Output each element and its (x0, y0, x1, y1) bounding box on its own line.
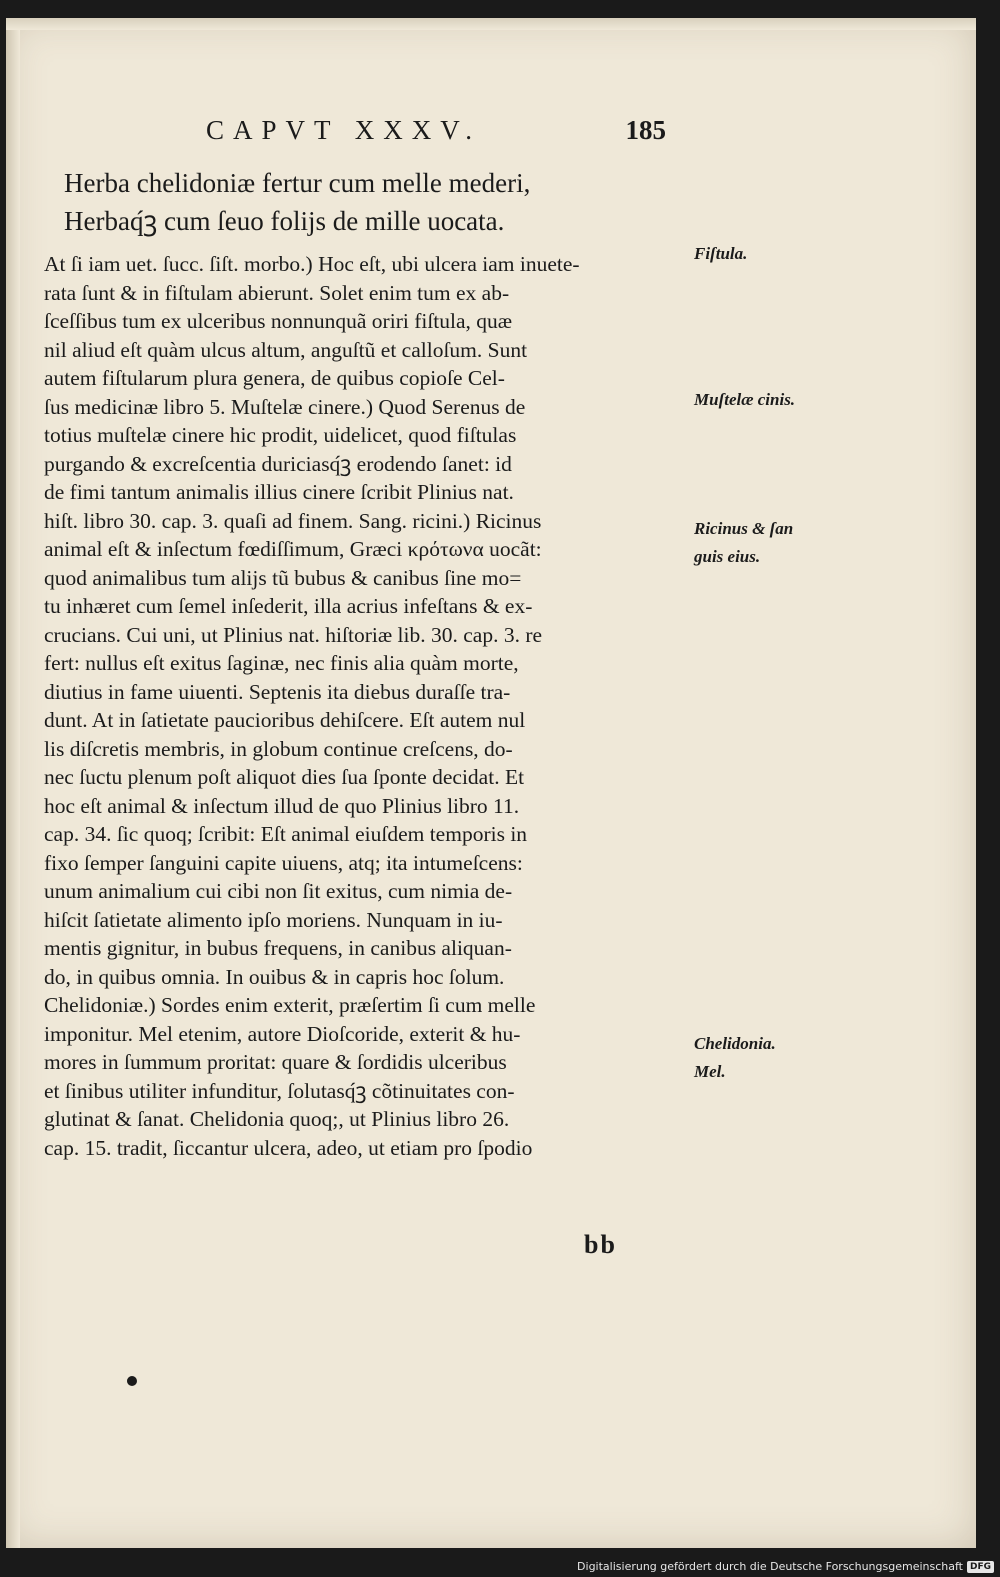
commentary-line: autem fiſtularum plura genera, de quibus copioſe Cel- (44, 366, 505, 390)
digitization-footer (577, 1560, 994, 1573)
book-page (6, 18, 976, 1548)
commentary-line: dunt. At in ſatietate paucioribus dehiſcere. Eſt autem nul (44, 708, 526, 732)
verse-line: Herbaq́ꝫ cum ſeuo folijs de mille uocata. (64, 206, 505, 236)
commentary-line: fixo ſemper ſanguini capite uiuens, atq; ita intumeſcens: (44, 850, 523, 875)
commentary-line: et ſinibus utiliter infunditur, ſolutasq́ꝫ cõtinuitates con- (44, 1078, 515, 1103)
commentary-line: cap. 34. ſic quoq; ſcribit: Eſt animal eiuſdem temporis in (44, 822, 528, 846)
commentary-line: rata ſunt & in fiſtulam abierunt. Solet enim tum ex ab- (44, 280, 510, 305)
commentary-line: hiſt. libro 30. cap. 3. quaſi ad finem. Sang. ricini.) Ricinus (44, 508, 542, 533)
commentary-line: hiſcit ſatietate alimento ipſo moriens. Nunquam in iu- (44, 907, 503, 932)
commentary-line: hoc eſt animal & inſectum illud de quo Plinius libro 11. (44, 793, 520, 818)
commentary-line: unum animalium cui cibi non ſit exitus, cum nimia de- (44, 879, 513, 903)
commentary-line: mentis gignitur, in bubus frequens, in canibus aliquan- (44, 936, 512, 960)
commentary-line: glutinat & ſanat. Chelidonia quoq;, ut Plinius libro 26. (44, 1107, 510, 1131)
commentary-line: imponitur. Mel etenim, autore Dioſcoride, exterit & hu- (44, 1021, 521, 1046)
page-gutter-shadow (6, 18, 20, 1548)
margin-note-ricinus-cont: guis eius. (694, 547, 761, 566)
commentary-line: tu inhæret cum ſemel inſederit, illa acrius infeſtans & ex- (44, 594, 533, 618)
ink-spot (127, 1376, 137, 1386)
commentary-line: Chelidoniæ.) Sordes enim exterit, præſertim ſi cum melle (44, 993, 536, 1017)
commentary-line: do, in quibus omnia. In ouibus & in capris hoc ſolum. (44, 964, 505, 989)
commentary-line: fert: nullus eſt exitus ſaginæ, nec finis alia quàm morte, (44, 651, 519, 675)
commentary-line: diutius in fame uiuenti. Septenis ita diebus duraſſe tra- (44, 679, 511, 704)
verse-line: Herba chelidoniæ fertur cum melle mederi, (64, 168, 531, 198)
commentary-line: totius muſtelæ cinere hic prodit, uidelicet, quod fiſtulas (44, 423, 517, 447)
commentary-line: nil aliud eſt quàm ulcus altum, anguſtũ et calloſum. Sunt (44, 337, 528, 362)
footer-text: Digitalisierung gefördert durch die Deutsche Forschungsgemeinschaft (577, 1560, 963, 1573)
commentary-line: mores in ſummum proritat: quare & ſordidis ulceribus (44, 1050, 507, 1074)
commentary-line: de fimi tantum animalis illius cinere ſcribit Plinius nat. (44, 480, 514, 504)
page-top-edge (6, 18, 976, 30)
signature-mark: bb (584, 1230, 617, 1259)
commentary-line: animal eſt & inſectum fœdiſſimum, Græci κρότωνα uocãt: (44, 537, 542, 561)
commentary-line: purgando & excreſcentia duriciasq́ꝫ erodendo ſanet: id (44, 451, 512, 476)
margin-note-ricinus: Ricinus & ſan (694, 519, 794, 538)
margin-note-mustelae: Muſtelæ cinis. (694, 390, 796, 409)
commentary-line: cap. 15. tradit, ſiccantur ulcera, adeo, ut etiam pro ſpodio (44, 1135, 533, 1160)
running-head: CAPVT XXXV. (206, 114, 482, 145)
commentary-block (44, 250, 694, 1162)
verse-block (64, 164, 664, 240)
commentary-line: quod animalibus tum alijs tũ bubus & canibus ſine mo= (44, 565, 522, 590)
commentary-line: lis diſcretis membris, in globum continue creſcens, do- (44, 736, 513, 761)
commentary-line: crucians. Cui uni, ut Plinius nat. hiſtoriæ lib. 30. cap. 3. re (44, 622, 543, 647)
dfg-logo: DFG (967, 1561, 994, 1573)
commentary-line: nec ſuctu plenum poſt aliquot dies ſua ſponte decidat. Et (44, 765, 525, 789)
commentary-line: ſceſſibus tum ex ulceribus nonnunquã oriri fiſtula, quæ (44, 309, 513, 333)
margin-note-fistula: Fiſtula. (694, 244, 748, 263)
margin-note-chelidonia: Chelidonia. (694, 1034, 776, 1053)
margin-note-mel: Mel. (694, 1062, 726, 1081)
page-number: 185 (625, 114, 666, 145)
commentary-line: ſus medicinæ libro 5. Muſtelæ cinere.) Quod Serenus de (44, 394, 526, 419)
page-header (206, 110, 666, 150)
commentary-line: At ſi iam uet. ſucc. ſiſt. morbo.) Hoc eſt, ubi ulcera iam inuete- (44, 252, 580, 276)
